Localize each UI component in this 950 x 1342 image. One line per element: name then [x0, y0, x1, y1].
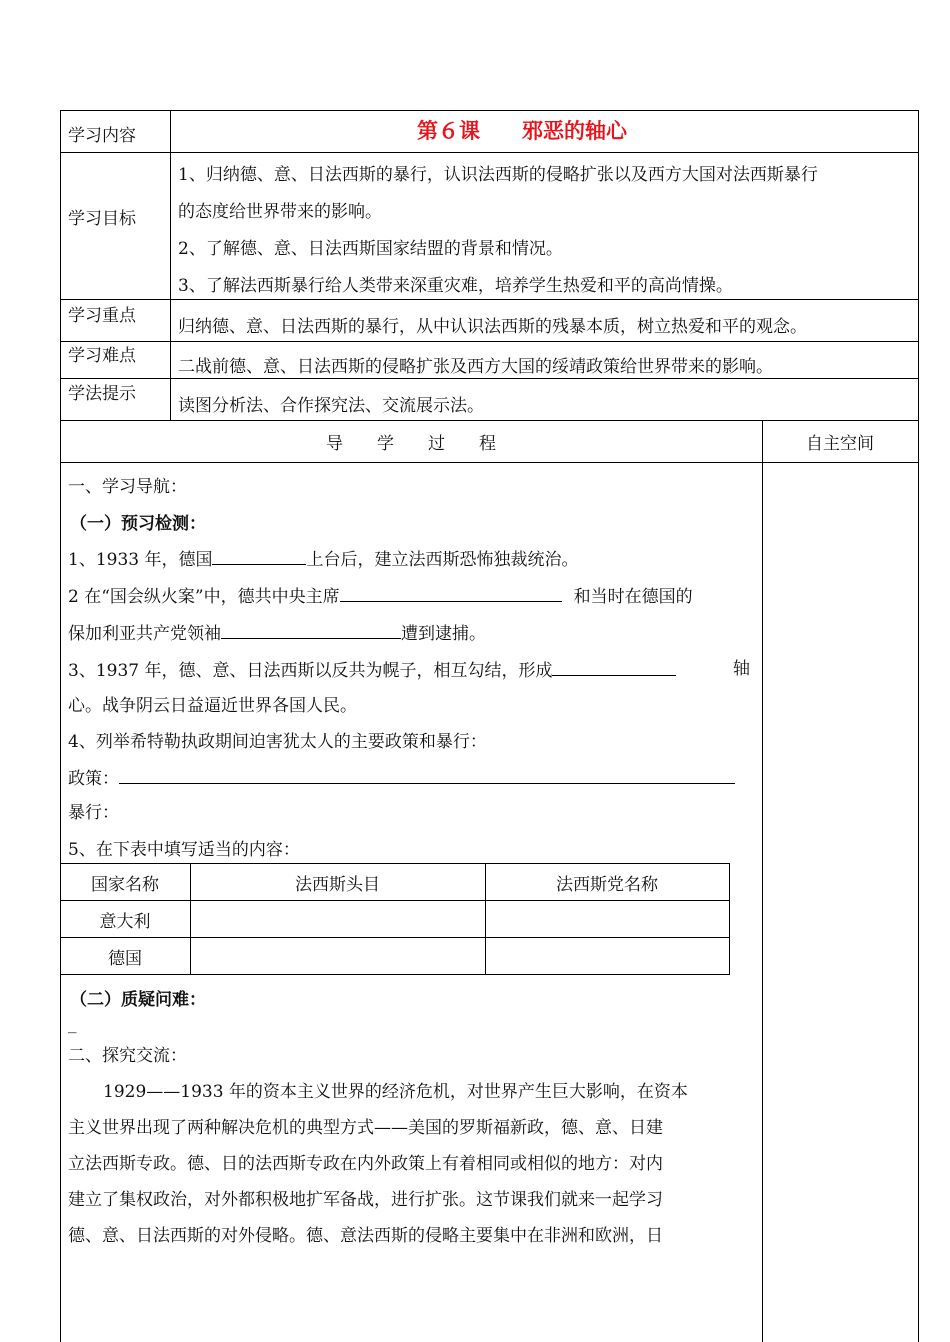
table-border [60, 378, 919, 379]
question-1-text: 上台后，建立法西斯恐怖独裁统治。 [306, 550, 579, 570]
table-row-country: 德国 [108, 949, 142, 969]
table-border [60, 900, 730, 901]
nav-heading: 一、学习导航： [68, 477, 187, 497]
goals-label: 学习目标 [68, 209, 136, 229]
table-border [918, 110, 919, 1342]
table-header-party: 法西斯党名称 [556, 875, 658, 895]
key-label: 学习重点 [68, 306, 136, 326]
table-border [60, 937, 730, 938]
goal-line: 1、归纳德、意、日法西斯的暴行，认识法西斯的侵略扩张以及西方大国对法西斯暴行 [178, 165, 818, 185]
goal-line: 的态度给世界带来的影响。 [178, 202, 382, 222]
answer-blank[interactable] [119, 767, 735, 784]
question-5: 5、在下表中填写适当的内容： [68, 840, 300, 860]
table-border [60, 420, 919, 421]
question-2-cont [68, 622, 486, 644]
answer-blank[interactable] [221, 622, 401, 639]
lesson-title: 第６课 邪恶的轴心 [417, 119, 627, 143]
table-border [60, 462, 919, 463]
question-3-text: 3、1937 年，德、意、日法西斯以反共为幌子，相互勾结，形成 [68, 661, 553, 681]
goal-line: 3、了解法西斯暴行给人类带来深重灾难，培养学生热爱和平的高尚情操。 [178, 276, 733, 296]
table-border [60, 863, 730, 864]
process-header: 导 学 过 程 [326, 434, 496, 454]
table-border [60, 299, 919, 300]
difficult-label: 学习难点 [68, 346, 136, 366]
difficult-text: 二战前德、意、日法西斯的侵略扩张及西方大国的绥靖政策给世界带来的影响。 [178, 357, 773, 377]
questions-heading: （二）质疑问难： [70, 990, 206, 1010]
table-row-country: 意大利 [99, 912, 151, 932]
question-2 [68, 585, 693, 607]
table-border [60, 341, 919, 342]
table-border [729, 863, 730, 974]
question-3 [68, 659, 676, 681]
question-2-text: 2 在“国会纵火案”中，德共中央主席 [68, 587, 340, 607]
question-1 [68, 548, 578, 570]
table-header-country: 国家名称 [91, 875, 159, 895]
question-3-axis-char: 轴 [733, 659, 750, 679]
table-border [762, 420, 763, 1342]
method-text: 读图分析法、合作探究法、交流展示法。 [178, 396, 484, 416]
atrocity-label: 暴行： [68, 803, 119, 823]
table-border [170, 110, 171, 420]
goal-line: 2、了解德、意、日法西斯国家结盟的背景和情况。 [178, 239, 563, 259]
answer-blank[interactable] [212, 548, 306, 565]
answer-blank[interactable] [552, 659, 676, 676]
paragraph-line: 主义世界出现了两种解决危机的典型方式——美国的罗斯福新政，德、意、日建 [68, 1118, 663, 1138]
question-4: 4、列举希特勒执政期间迫害犹太人的主要政策和暴行： [68, 732, 487, 752]
question-1-text: 1、1933 年，德国 [68, 550, 213, 570]
table-border [60, 110, 61, 1342]
answer-blank[interactable] [340, 585, 562, 602]
paragraph-line: 建立了集权政治，对外都积极地扩军备战，进行扩张。这节课我们就来一起学习 [68, 1190, 663, 1210]
question-2-text: 遭到逮捕。 [401, 624, 486, 644]
question-2-text: 保加利亚共产党领袖 [68, 624, 221, 644]
table-border [60, 110, 919, 111]
preview-heading: （一）预习检测： [70, 514, 206, 534]
table-border [60, 974, 730, 975]
policy-label: 政策： [68, 769, 119, 789]
questions-mark: _ [68, 1014, 77, 1034]
explore-heading: 二、探究交流： [68, 1046, 187, 1066]
paragraph-line: 1929——1933 年的资本主义世界的经济危机，对世界产生巨大影响，在资本 [103, 1082, 688, 1102]
side-space-header: 自主空间 [806, 434, 874, 454]
paragraph-line: 立法西斯专政。德、日的法西斯专政在内外政策上有着相同或相似的地方：对内 [68, 1154, 663, 1174]
method-label: 学法提示 [68, 384, 136, 404]
policy-line [68, 767, 735, 789]
content-label: 学习内容 [68, 126, 136, 146]
paragraph-line: 德、意、日法西斯的对外侵略。德、意法西斯的侵略主要集中在非洲和欧洲，日 [68, 1226, 663, 1246]
key-text: 归纳德、意、日法西斯的暴行，从中认识法西斯的残暴本质，树立热爱和平的观念。 [178, 317, 807, 337]
question-3-cont: 心。战争阴云日益逼近世界各国人民。 [68, 696, 357, 716]
question-2-text: 和当时在德国的 [573, 587, 693, 607]
table-header-leader: 法西斯头目 [295, 875, 380, 895]
table-border [60, 152, 919, 153]
